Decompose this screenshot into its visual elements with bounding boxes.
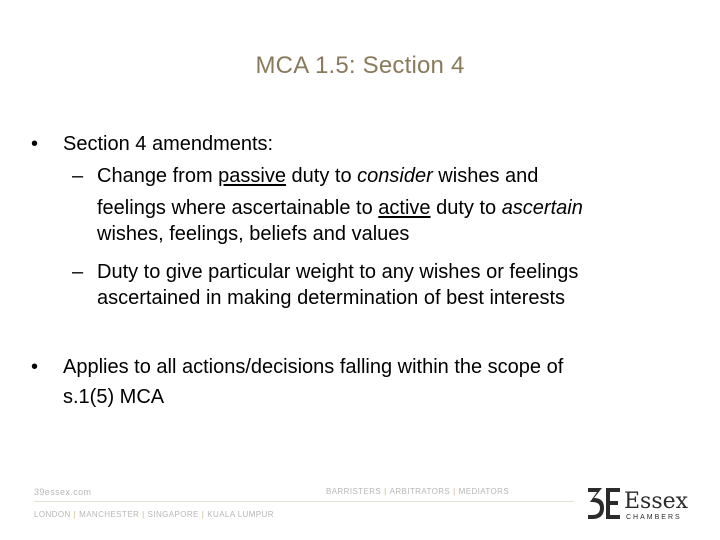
underlined-word: passive [218, 165, 286, 187]
text-run: duty to [430, 197, 502, 219]
separator: | [453, 487, 456, 496]
footer-divider [34, 501, 574, 502]
sub-bullet-dash: – [72, 261, 84, 283]
slide-title: MCA 1.5: Section 4 [255, 52, 465, 79]
sub-2-line-2: ascertained in making determination of best interests [97, 287, 566, 309]
bullet-2-line-2: s.1(5) MCA [63, 386, 165, 408]
sub-1-line-1 [97, 160, 538, 192]
text-run: feelings where ascertainable to [97, 197, 379, 219]
tagline-item: MEDIATORS [458, 487, 510, 496]
essex-chambers-logo [586, 484, 696, 522]
logo-mark-icon [586, 484, 696, 522]
sub-1-line-3: wishes, feelings, beliefs and values [97, 223, 410, 245]
bullet-1-text: Section 4 amendments: [63, 133, 274, 155]
logo-word: Essex [624, 489, 689, 514]
italic-word: ascertain [501, 197, 583, 219]
bullet-symbol: • [31, 133, 39, 155]
sub-bullet-dash: – [72, 165, 84, 187]
footer-locations [34, 510, 274, 519]
sub-2-line-1: Duty to give particular weight to any wishes or feelings [97, 261, 579, 283]
location-item: LONDON [34, 510, 71, 519]
location-item: KUALA LUMPUR [207, 510, 274, 519]
text-run: duty to [285, 165, 358, 187]
footer-website: 39essex.com [34, 487, 92, 497]
bullet-symbol: • [31, 356, 39, 378]
location-item: SINGAPORE [147, 510, 199, 519]
separator: | [201, 510, 205, 519]
text-run: wishes and [432, 165, 539, 187]
bullet-2-line-1: Applies to all actions/decisions falling within the scope of [63, 356, 564, 378]
separator: | [384, 487, 387, 496]
footer-tagline [326, 487, 509, 496]
separator: | [142, 510, 145, 519]
separator: | [73, 510, 77, 519]
logo-sub: CHAMBERS [626, 514, 682, 521]
tagline-item: BARRISTERS [326, 487, 382, 496]
underlined-word: active [378, 197, 431, 219]
italic-word: consider [357, 165, 433, 187]
location-item: MANCHESTER [79, 510, 140, 519]
text-run: Change from [97, 165, 219, 187]
tagline-item: ARBITRATORS [389, 487, 451, 496]
